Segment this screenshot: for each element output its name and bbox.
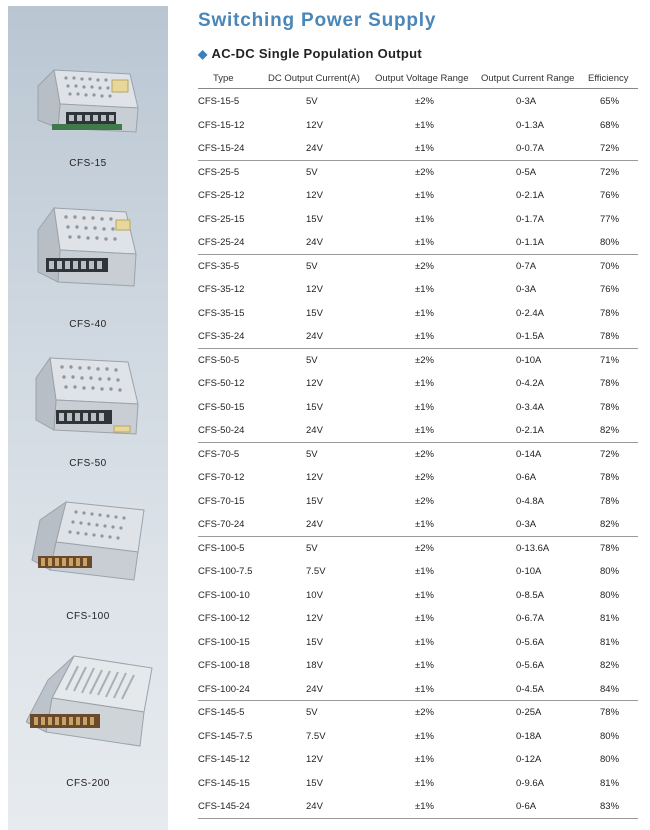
cell-type: CFS-100-12 — [198, 613, 250, 624]
cell-voltage-range: ±2% — [415, 166, 434, 178]
cell-voltage-range: ±1% — [415, 331, 434, 342]
cell-efficiency: 78% — [600, 472, 620, 483]
cell-efficiency: 84% — [600, 683, 620, 695]
cell-voltage-range: ±1% — [415, 613, 434, 624]
cell-voltage-range: ±2% — [415, 96, 434, 107]
column-header-dc-output: DC Output Current(A) — [268, 73, 360, 84]
table-row — [198, 137, 638, 161]
cell-voltage-range: ±1% — [415, 660, 434, 671]
cell-voltage-range: ±1% — [415, 730, 434, 742]
cell-voltage-range: ±1% — [415, 307, 434, 319]
cell-current-range: 0-4.8A — [516, 495, 544, 507]
cell-current-range: 0-10A — [516, 354, 542, 366]
cell-dc-output: 12V — [306, 284, 323, 295]
cell-dc-output: 7.5V — [306, 566, 326, 577]
cell-type: CFS-145-15 — [198, 777, 250, 789]
cell-efficiency: 81% — [600, 636, 620, 648]
product-image-sidebar — [8, 6, 168, 830]
cell-dc-output: 5V — [306, 96, 318, 107]
cell-current-range: 0-1.7A — [516, 213, 544, 225]
column-header-efficiency: Efficiency — [588, 73, 629, 84]
table-row — [198, 184, 638, 208]
cell-dc-output: 12V — [306, 754, 323, 765]
table-row — [198, 607, 638, 631]
table-row — [198, 584, 638, 608]
cell-dc-output: 5V — [306, 354, 318, 366]
cell-dc-output: 15V — [306, 401, 323, 413]
cell-current-range: 0-2.4A — [516, 307, 544, 319]
cell-efficiency: 80% — [600, 730, 620, 742]
cell-current-range: 0-6A — [516, 472, 537, 483]
table-row — [198, 631, 638, 655]
cell-current-range: 0-5.6A — [516, 660, 544, 671]
cell-type: CFS-70-24 — [198, 519, 245, 530]
cell-current-range: 0-10A — [516, 566, 542, 577]
cell-current-range: 0-1.1A — [516, 237, 544, 248]
cell-voltage-range: ±1% — [415, 777, 434, 789]
cell-current-range: 0-3A — [516, 96, 537, 107]
cell-current-range: 0-3A — [516, 519, 537, 530]
cell-type: CFS-15-5 — [198, 96, 240, 107]
cell-dc-output: 24V — [306, 331, 323, 342]
cell-voltage-range: ±2% — [415, 448, 434, 460]
cell-dc-output: 7.5V — [306, 730, 326, 742]
cell-current-range: 0-2.1A — [516, 425, 544, 436]
table-row — [198, 114, 638, 138]
table-row — [198, 795, 638, 819]
table-row — [198, 466, 638, 490]
spec-table — [198, 90, 638, 819]
cell-type: CFS-100-18 — [198, 660, 250, 671]
cell-voltage-range: ±1% — [415, 237, 434, 248]
cell-dc-output: 12V — [306, 378, 323, 389]
cell-dc-output: 15V — [306, 777, 323, 789]
page-title: Switching Power Supply — [198, 10, 437, 31]
table-row — [198, 372, 638, 396]
cell-efficiency: 68% — [600, 119, 620, 131]
cell-efficiency: 80% — [600, 566, 620, 577]
cell-efficiency: 81% — [600, 613, 620, 624]
cell-efficiency: 76% — [600, 284, 620, 295]
cell-type: CFS-25-12 — [198, 190, 245, 201]
cell-efficiency: 78% — [600, 542, 620, 554]
cell-type: CFS-145-12 — [198, 754, 250, 765]
cell-current-range: 0-7A — [516, 260, 537, 272]
cell-type: CFS-25-15 — [198, 213, 245, 225]
cell-current-range: 0-6.7A — [516, 613, 544, 624]
cell-efficiency: 82% — [600, 660, 620, 671]
cell-efficiency: 76% — [600, 190, 620, 201]
table-row — [198, 278, 638, 302]
power-supply-image — [26, 496, 150, 600]
cell-voltage-range: ±2% — [415, 472, 434, 483]
cell-dc-output: 24V — [306, 143, 323, 154]
cell-type: CFS-100-5 — [198, 542, 245, 554]
table-row — [198, 208, 638, 232]
table-row — [198, 701, 638, 725]
cell-efficiency: 72% — [600, 448, 620, 460]
cell-current-range: 0-2.1A — [516, 190, 544, 201]
table-row — [198, 490, 638, 514]
cell-efficiency: 78% — [600, 378, 620, 389]
cell-efficiency: 72% — [600, 166, 620, 178]
cell-type: CFS-50-24 — [198, 425, 245, 436]
cell-efficiency: 80% — [600, 589, 620, 601]
table-header — [198, 71, 638, 87]
cell-voltage-range: ±2% — [415, 495, 434, 507]
cell-voltage-range: ±1% — [415, 754, 434, 765]
cell-dc-output: 5V — [306, 707, 318, 718]
cell-dc-output: 12V — [306, 472, 323, 483]
table-row — [198, 419, 638, 443]
cell-current-range: 0-25A — [516, 707, 542, 718]
cell-type: CFS-35-24 — [198, 331, 245, 342]
cell-voltage-range: ±1% — [415, 636, 434, 648]
cell-dc-output: 24V — [306, 519, 323, 530]
cell-voltage-range: ±1% — [415, 143, 434, 154]
cell-type: CFS-145-24 — [198, 801, 250, 812]
cell-type: CFS-145-7.5 — [198, 730, 253, 742]
cell-type: CFS-25-5 — [198, 166, 240, 178]
product-label: CFS-15 — [69, 158, 107, 169]
cell-dc-output: 15V — [306, 636, 323, 648]
product-label: CFS-50 — [69, 458, 107, 469]
cell-type: CFS-50-15 — [198, 401, 245, 413]
diamond-bullet-icon: ◆ — [198, 47, 208, 61]
table-row — [198, 443, 638, 467]
section-heading — [198, 46, 422, 61]
product-label: CFS-100 — [66, 611, 110, 622]
cell-current-range: 0-4.5A — [516, 683, 544, 695]
cell-efficiency: 70% — [600, 260, 620, 272]
table-row — [198, 255, 638, 279]
cell-voltage-range: ±1% — [415, 425, 434, 436]
table-row — [198, 161, 638, 185]
cell-voltage-range: ±1% — [415, 566, 434, 577]
cell-voltage-range: ±1% — [415, 401, 434, 413]
cell-type: CFS-35-5 — [198, 260, 240, 272]
table-row — [198, 90, 638, 114]
cell-dc-output: 5V — [306, 448, 318, 460]
column-header-voltage-range: Output Voltage Range — [375, 73, 469, 84]
cell-dc-output: 15V — [306, 213, 323, 225]
table-row — [198, 513, 638, 537]
cell-type: CFS-100-15 — [198, 636, 250, 648]
cell-current-range: 0-1.5A — [516, 331, 544, 342]
cell-efficiency: 78% — [600, 495, 620, 507]
cell-current-range: 0-6A — [516, 801, 537, 812]
cell-voltage-range: ±2% — [415, 354, 434, 366]
cell-dc-output: 5V — [306, 542, 318, 554]
table-row — [198, 537, 638, 561]
column-header-current-range: Output Current Range — [481, 73, 575, 84]
table-row — [198, 325, 638, 349]
column-header-type: Type — [213, 73, 234, 84]
cell-voltage-range: ±1% — [415, 213, 434, 225]
cell-efficiency: 65% — [600, 96, 620, 107]
cell-type: CFS-25-24 — [198, 237, 245, 248]
product-label: CFS-200 — [66, 778, 110, 789]
cell-current-range: 0-4.2A — [516, 378, 544, 389]
cell-dc-output: 5V — [306, 260, 318, 272]
cell-efficiency: 78% — [600, 401, 620, 413]
header-divider — [198, 88, 638, 89]
power-supply-image — [26, 650, 156, 768]
cell-dc-output: 24V — [306, 425, 323, 436]
cell-current-range: 0-3A — [516, 284, 537, 295]
cell-current-range: 0-14A — [516, 448, 542, 460]
cell-efficiency: 80% — [600, 237, 620, 248]
cell-current-range: 0-5.6A — [516, 636, 544, 648]
cell-dc-output: 15V — [306, 307, 323, 319]
table-row — [198, 231, 638, 255]
cell-type: CFS-100-7.5 — [198, 566, 253, 577]
cell-type: CFS-70-15 — [198, 495, 245, 507]
cell-voltage-range: ±1% — [415, 519, 434, 530]
cell-current-range: 0-8.5A — [516, 589, 544, 601]
cell-dc-output: 12V — [306, 119, 323, 131]
cell-current-range: 0-12A — [516, 754, 542, 765]
cell-voltage-range: ±1% — [415, 378, 434, 389]
cell-efficiency: 72% — [600, 143, 620, 154]
power-supply-image — [26, 64, 142, 144]
cell-efficiency: 71% — [600, 354, 620, 366]
cell-dc-output: 12V — [306, 190, 323, 201]
power-supply-image — [26, 352, 142, 448]
product-label: CFS-40 — [69, 319, 107, 330]
cell-efficiency: 78% — [600, 307, 620, 319]
cell-type: CFS-100-10 — [198, 589, 250, 601]
cell-voltage-range: ±2% — [415, 542, 434, 554]
cell-dc-output: 24V — [306, 683, 323, 695]
cell-current-range: 0-13.6A — [516, 542, 550, 554]
cell-voltage-range: ±1% — [415, 284, 434, 295]
cell-efficiency: 81% — [600, 777, 620, 789]
cell-dc-output: 15V — [306, 495, 323, 507]
cell-efficiency: 83% — [600, 801, 620, 812]
table-row — [198, 349, 638, 373]
cell-type: CFS-70-12 — [198, 472, 245, 483]
cell-type: CFS-100-24 — [198, 683, 250, 695]
cell-type: CFS-50-12 — [198, 378, 245, 389]
cell-efficiency: 78% — [600, 331, 620, 342]
cell-dc-output: 24V — [306, 237, 323, 248]
cell-efficiency: 77% — [600, 213, 620, 225]
cell-voltage-range: ±2% — [415, 707, 434, 718]
cell-dc-output: 24V — [306, 801, 323, 812]
cell-current-range: 0-9.6A — [516, 777, 544, 789]
table-row — [198, 302, 638, 326]
cell-type: CFS-145-5 — [198, 707, 245, 718]
cell-dc-output: 18V — [306, 660, 323, 671]
cell-current-range: 0-3.4A — [516, 401, 544, 413]
cell-dc-output: 12V — [306, 613, 323, 624]
cell-voltage-range: ±1% — [415, 683, 434, 695]
table-row — [198, 725, 638, 749]
cell-type: CFS-70-5 — [198, 448, 240, 460]
table-row — [198, 678, 638, 702]
cell-voltage-range: ±1% — [415, 589, 434, 601]
cell-voltage-range: ±2% — [415, 260, 434, 272]
power-supply-image — [26, 202, 142, 302]
cell-efficiency: 82% — [600, 425, 620, 436]
table-row — [198, 654, 638, 678]
cell-type: CFS-15-12 — [198, 119, 245, 131]
cell-current-range: 0-1.3A — [516, 119, 544, 131]
cell-current-range: 0-5A — [516, 166, 537, 178]
cell-type: CFS-35-15 — [198, 307, 245, 319]
cell-efficiency: 82% — [600, 519, 620, 530]
table-row — [198, 772, 638, 796]
cell-type: CFS-35-12 — [198, 284, 245, 295]
table-row — [198, 560, 638, 584]
section-heading-text: AC-DC Single Population Output — [211, 46, 423, 61]
cell-current-range: 0-18A — [516, 730, 542, 742]
cell-efficiency: 80% — [600, 754, 620, 765]
cell-efficiency: 78% — [600, 707, 620, 718]
cell-dc-output: 10V — [306, 589, 323, 601]
cell-voltage-range: ±1% — [415, 190, 434, 201]
cell-voltage-range: ±1% — [415, 119, 434, 131]
table-row — [198, 396, 638, 420]
cell-voltage-range: ±1% — [415, 801, 434, 812]
cell-dc-output: 5V — [306, 166, 318, 178]
cell-type: CFS-15-24 — [198, 143, 245, 154]
cell-current-range: 0-0.7A — [516, 143, 544, 154]
table-row — [198, 748, 638, 772]
cell-type: CFS-50-5 — [198, 354, 240, 366]
